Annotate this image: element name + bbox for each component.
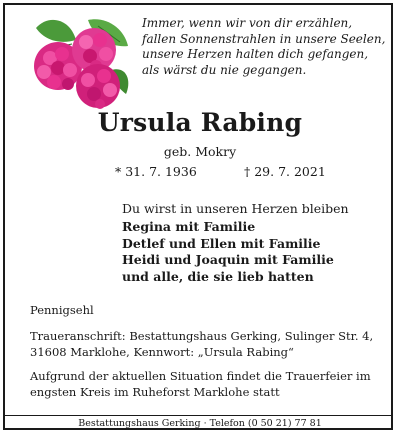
- poem-line: als wärst du nie gegangen.: [142, 62, 307, 77]
- birth-date: * 31. 7. 1936: [115, 164, 197, 179]
- place-name: Pennigsehl: [30, 303, 94, 317]
- funeral-home-footer: Bestattungshaus Gerking · Telefon (0 50 21) 77 81: [78, 418, 322, 429]
- footer-divider: [3, 415, 393, 416]
- memorial-poem: [142, 16, 390, 78]
- mourners-list: [122, 219, 334, 285]
- death-date: † 29. 7. 2021: [244, 164, 326, 179]
- poem-line: Immer, wenn wir von dir erzählen,: [142, 16, 353, 30]
- mourner-line: Heidi und Joaquin mit Familie: [122, 252, 334, 267]
- deceased-name: Ursula Rabing: [97, 108, 303, 137]
- poem-line: unsere Herzen halten dich gefangen,: [142, 47, 369, 62]
- mourner-line: Detlef und Ellen mit Familie: [122, 235, 321, 251]
- poem-line: fallen Sonnenstrahlen in unsere Seelen,: [142, 31, 386, 46]
- maiden-name: geb. Mokry: [163, 144, 237, 159]
- address-line: 31608 Marklohe, Kennwort: „Ursula Rabing“: [30, 344, 294, 359]
- mourner-line: und alle, die sie lieb hatten: [122, 268, 314, 284]
- mourning-address: [30, 329, 380, 360]
- notice-line: Aufgrund der aktuellen Situation findet die Trauerfeier im: [30, 369, 371, 383]
- mourner-line: Regina mit Familie: [122, 219, 256, 234]
- notice-line: engsten Kreis im Ruheforst Marklohe statt: [30, 384, 280, 399]
- mourners-intro: Du wirst in unseren Herzen bleiben: [122, 201, 349, 216]
- ceremony-notice: [30, 369, 380, 400]
- address-line: Traueranschrift: Bestattungshaus Gerking, Sulinger Str. 4,: [30, 329, 374, 343]
- hydrangea-flowers-image: [28, 14, 132, 112]
- blossom-right: [76, 64, 120, 109]
